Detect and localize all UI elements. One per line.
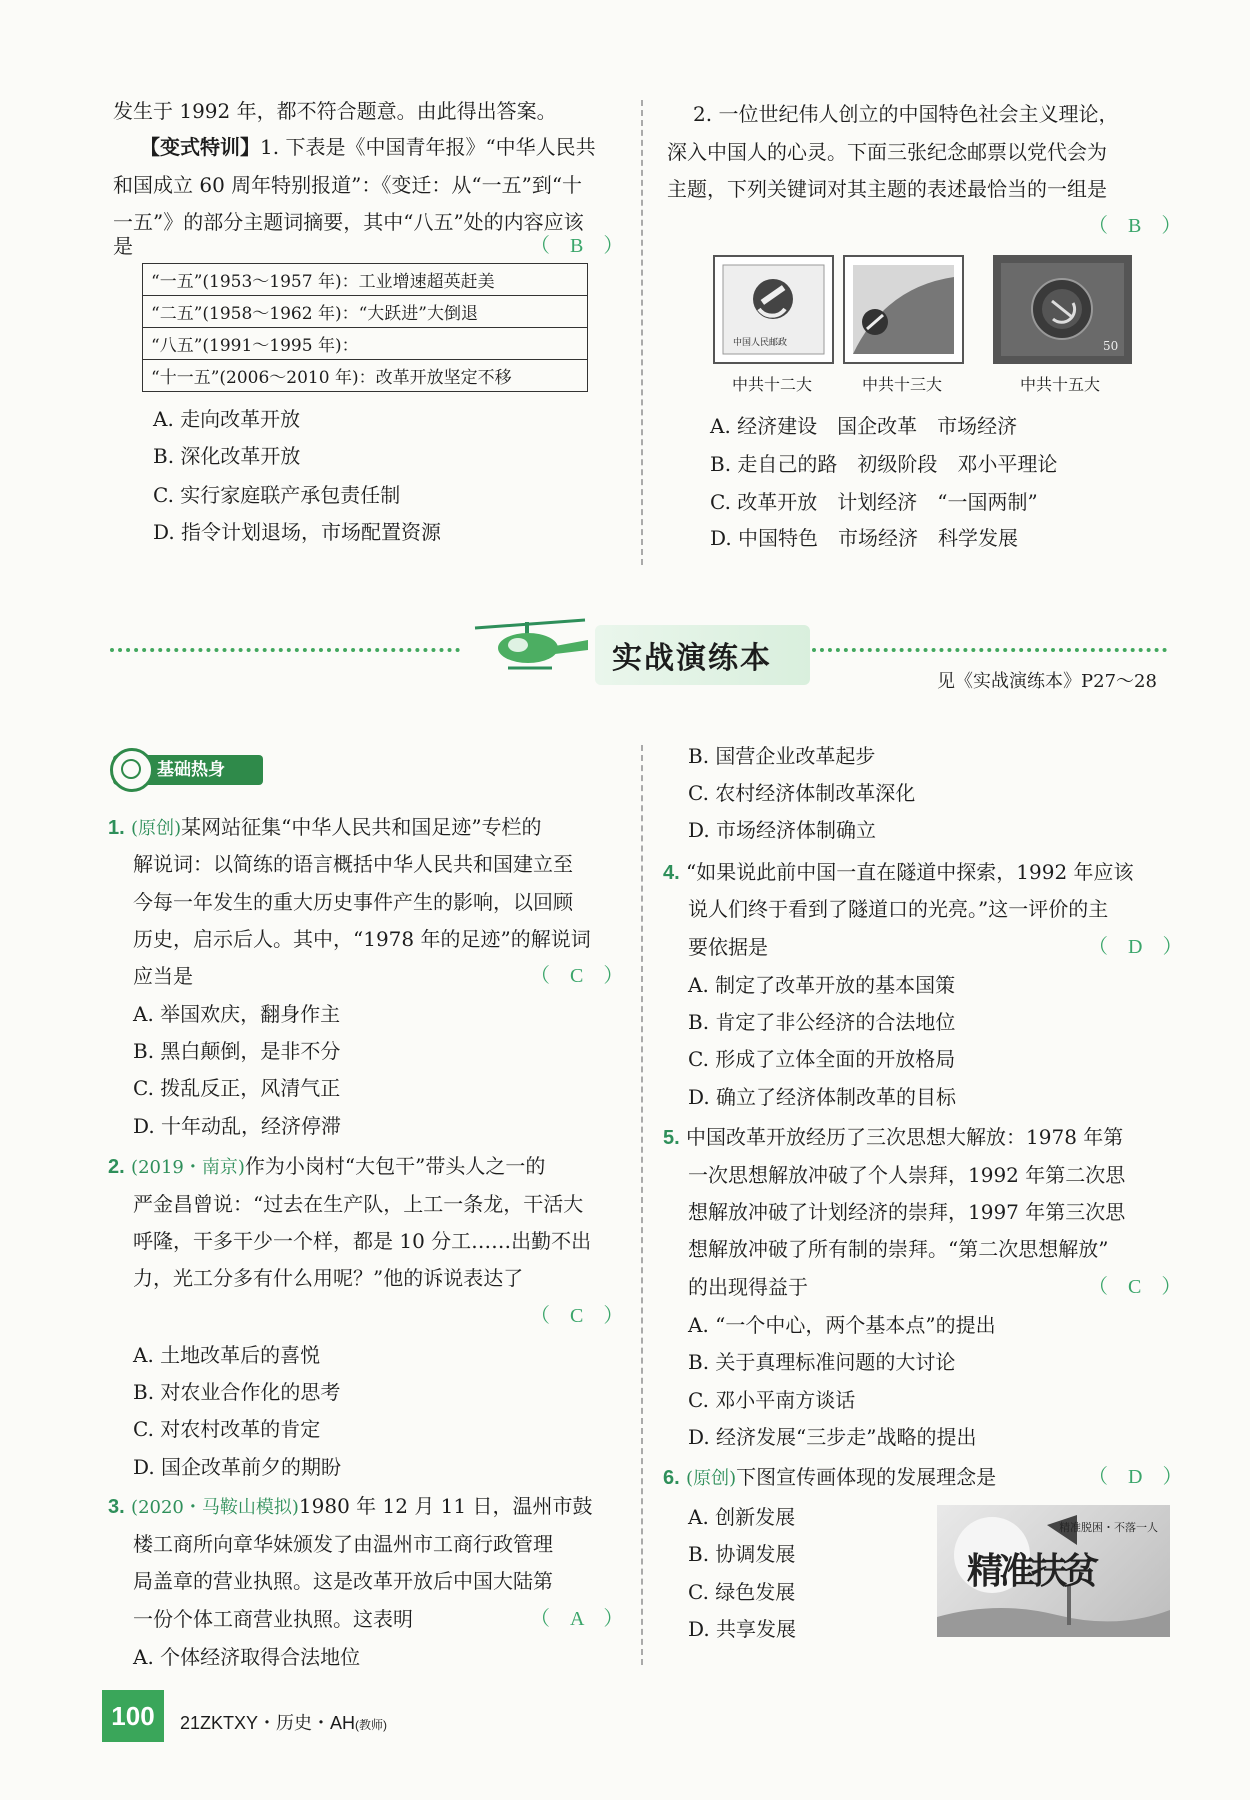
option-b: B. 肯定了非公经济的合法地位 — [688, 1010, 956, 1034]
option-a: A. 走向改革开放 — [153, 407, 301, 431]
table-cell: “十一五”(2006～2010 年)：改革开放坚定不移 — [143, 360, 588, 392]
footer-code — [180, 1709, 387, 1735]
question-line: 说人们终于看到了隧道口的光亮。”这一评价的主 — [688, 897, 1109, 921]
target-icon — [110, 748, 154, 792]
question-line: 下图宣传画体现的发展理念是 — [736, 1465, 997, 1489]
stamp-text: 中国人民邮政 — [733, 338, 788, 348]
poster-slogan: 精准脱困・不落一人 — [1059, 1521, 1158, 1534]
option-d: D. 十年动乱，经济停滞 — [133, 1114, 342, 1138]
question-2 — [108, 1152, 545, 1182]
stamp-caption: 中共十三大 — [862, 375, 943, 394]
option-d: D. 经济发展“三步走”战略的提出 — [688, 1425, 977, 1449]
option-b: B. 黑白颠倒，是非不分 — [133, 1039, 341, 1063]
option-c: C. 改革开放 计划经济 “一国两制” — [710, 490, 1038, 514]
option-d: D. 指令计划退场，市场配置资源 — [153, 520, 442, 544]
option-c: C. 对农村改革的肯定 — [133, 1417, 321, 1441]
option-c: C. 实行家庭联产承包责任制 — [153, 483, 401, 507]
question-line: 一份个体工商营业执照。这表明 — [133, 1607, 413, 1631]
stamp-caption: 中共十二大 — [732, 375, 813, 394]
q2-line-1: 2. 一位世纪伟人创立的中国特色社会主义理论， — [693, 102, 1119, 126]
question-source: (原创) — [686, 1468, 737, 1489]
option-c: C. 形成了立体全面的开放格局 — [688, 1047, 956, 1071]
question-line: 作为小岗村“大包干”带头人之一的 — [244, 1154, 546, 1178]
option-d: D. 国企改革前夕的期盼 — [133, 1455, 342, 1479]
question-line: 力，光工分多有什么用呢？”他的诉说表达了 — [133, 1266, 524, 1290]
question-line: 中国改革开放经历了三次思想大解放：1978 年第 — [686, 1125, 1124, 1149]
option-b: B. 深化改革开放 — [153, 444, 301, 468]
option-d: D. 中国特色 市场经济 科学发展 — [710, 526, 1019, 550]
theme-table — [142, 263, 588, 392]
question-line: 楼工商所向章华妹颁发了由温州市工商行政管理 — [133, 1532, 553, 1556]
question-number: 4. — [663, 862, 680, 884]
question-line: 想解放冲破了所有制的崇拜。“第二次思想解放” — [688, 1237, 1109, 1261]
table-row — [143, 264, 588, 296]
option-d: D. 确立了经济体制改革的目标 — [688, 1085, 957, 1109]
option-a: A. 举国欢庆，翻身作主 — [133, 1002, 341, 1026]
question-line: 严金昌曾说：“过去在生产队，上工一条龙，干活大 — [133, 1192, 584, 1216]
book-code: 21ZKTXY・历史・AH — [180, 1713, 356, 1733]
question-1 — [108, 813, 542, 843]
option-a: A. 经济建设 国企改革 市场经济 — [710, 414, 1018, 438]
question-4 — [663, 858, 1134, 887]
dotted-rule-left — [110, 648, 460, 652]
option-a: A. “一个中心，两个基本点”的提出 — [688, 1313, 996, 1337]
answer-bracket: （ C ） — [530, 1305, 624, 1327]
option-b: B. 协调发展 — [688, 1542, 796, 1566]
answer-bracket: （ D ） — [1088, 1466, 1183, 1488]
answer-bracket: （ B ） — [530, 235, 624, 257]
variant-tag: 【变式特训】 — [140, 135, 260, 159]
variant-q1-line-1: 1. 下表是《中国青年报》“中华人民共 — [260, 135, 596, 159]
question-3 — [108, 1492, 593, 1522]
question-source: (2019・南京) — [131, 1157, 245, 1178]
option-d: D. 市场经济体制确立 — [688, 818, 877, 842]
question-number: 2. — [108, 1156, 125, 1178]
question-source: (原创) — [131, 818, 182, 839]
question-line: 呼隆，干多干少一个样，都是 10 分工……出勤不出 — [133, 1229, 592, 1253]
option-b: B. 关于真理标准问题的大讨论 — [688, 1350, 956, 1374]
option-b: B. 对农业合作化的思考 — [133, 1380, 341, 1404]
option-d: D. 共享发展 — [688, 1617, 797, 1641]
question-number: 3. — [108, 1496, 125, 1518]
question-line: 今每一年发生的重大历史事件产生的影响，以回顾 — [133, 890, 573, 914]
option-a: A. 创新发展 — [688, 1505, 796, 1529]
option-a: A. 土地改革后的喜悦 — [133, 1343, 321, 1367]
stamp-13th-congress — [843, 255, 964, 364]
variant-q1-line-3: 一五”》的部分主题词摘要，其中“八五”处的内容应该 — [113, 210, 584, 234]
question-source: (2020・马鞍山模拟) — [131, 1497, 299, 1518]
question-6 — [663, 1463, 996, 1493]
table-cell: “二五”(1958～1962 年)：“大跃进”大倒退 — [143, 296, 588, 328]
stamp-15th-congress — [993, 255, 1132, 364]
workbook-reference: 见《实战演练本》P27～28 — [937, 671, 1157, 692]
answer-bracket: （ D ） — [1088, 936, 1183, 958]
page-number: 100 — [102, 1690, 164, 1742]
column-divider — [641, 100, 643, 565]
table-cell: “一五”(1953～1957 年)：工业增速超英赶美 — [143, 264, 588, 296]
option-c: C. 邓小平南方谈话 — [688, 1388, 856, 1412]
answer-bracket: （ B ） — [1088, 215, 1182, 237]
question-line: 想解放冲破了计划经济的崇拜，1997 年第三次思 — [688, 1200, 1126, 1224]
question-line: 局盖章的营业执照。这是改革开放后中国大陆第 — [133, 1569, 553, 1593]
table-row — [143, 296, 588, 328]
question-number: 1. — [108, 817, 125, 839]
question-line: 历史，启示后人。其中，“1978 年的足迹”的解说词 — [133, 927, 591, 951]
stamp-12th-congress — [713, 255, 834, 364]
question-number: 5. — [663, 1127, 680, 1149]
answer-bracket: （ C ） — [1088, 1276, 1182, 1298]
question-line: 某网站征集“中华人民共和国足迹”专栏的 — [181, 815, 542, 839]
answer-bracket: （ A ） — [530, 1608, 624, 1630]
table-row — [143, 360, 588, 392]
variant-q1-line-4: 是 — [113, 234, 133, 258]
stamp-value: 50 — [1103, 339, 1119, 353]
option-b: B. 走自己的路 初级阶段 邓小平理论 — [710, 452, 1058, 476]
option-a: A. 个体经济取得合法地位 — [133, 1645, 361, 1669]
q2-line-3: 主题，下列关键词对其主题的表述最恰当的一组是 — [667, 177, 1107, 201]
option-b: B. 国营企业改革起步 — [688, 744, 876, 768]
table-cell: “八五”(1991～1995 年)： — [143, 328, 588, 360]
question-line: 一次思想解放冲破了个人崇拜，1992 年第二次思 — [688, 1163, 1126, 1187]
question-number: 6. — [663, 1467, 680, 1489]
question-line: 的出现得益于 — [688, 1275, 808, 1299]
option-a: A. 制定了改革开放的基本国策 — [688, 973, 956, 997]
answer-bracket: （ C ） — [530, 965, 624, 987]
column-divider — [641, 745, 643, 1665]
question-line: 1980 年 12 月 11 日，温州市鼓 — [298, 1494, 593, 1518]
question-line: 应当是 — [133, 964, 193, 988]
option-c: C. 拨乱反正，风清气正 — [133, 1076, 341, 1100]
question-5 — [663, 1123, 1123, 1152]
option-c: C. 农村经济体制改革深化 — [688, 781, 916, 805]
table-row — [143, 328, 588, 360]
dotted-rule-right — [812, 648, 1167, 652]
question-line: 解说词：以简练的语言概括中华人民共和国建立至 — [133, 852, 573, 876]
q2-line-2: 深入中国人的心灵。下面三张纪念邮票以党代会为 — [667, 140, 1107, 164]
question-line: 要依据是 — [688, 935, 768, 959]
previous-answer-tail: 发生于 1992 年，都不符合题意。由此得出答案。 — [113, 99, 557, 123]
variant-question-1 — [140, 133, 596, 161]
section-tag: 基础热身 — [113, 755, 263, 785]
stamp-caption: 中共十五大 — [1020, 375, 1101, 394]
propaganda-poster — [937, 1505, 1170, 1637]
teacher-edition: (教师) — [355, 1718, 388, 1732]
question-line: “如果说此前中国一直在隧道中探索，1992 年应该 — [686, 860, 1134, 884]
helicopter-icon — [470, 610, 595, 678]
option-c: C. 绿色发展 — [688, 1580, 796, 1604]
variant-q1-line-2: 和国成立 60 周年特别报道”：《变迁：从“一五”到“十 — [113, 173, 583, 197]
banner-title: 实战演练本 — [612, 641, 772, 676]
hammer-sickle-icon — [845, 257, 962, 362]
poster-big-text: 精准扶贫 — [967, 1550, 1096, 1592]
